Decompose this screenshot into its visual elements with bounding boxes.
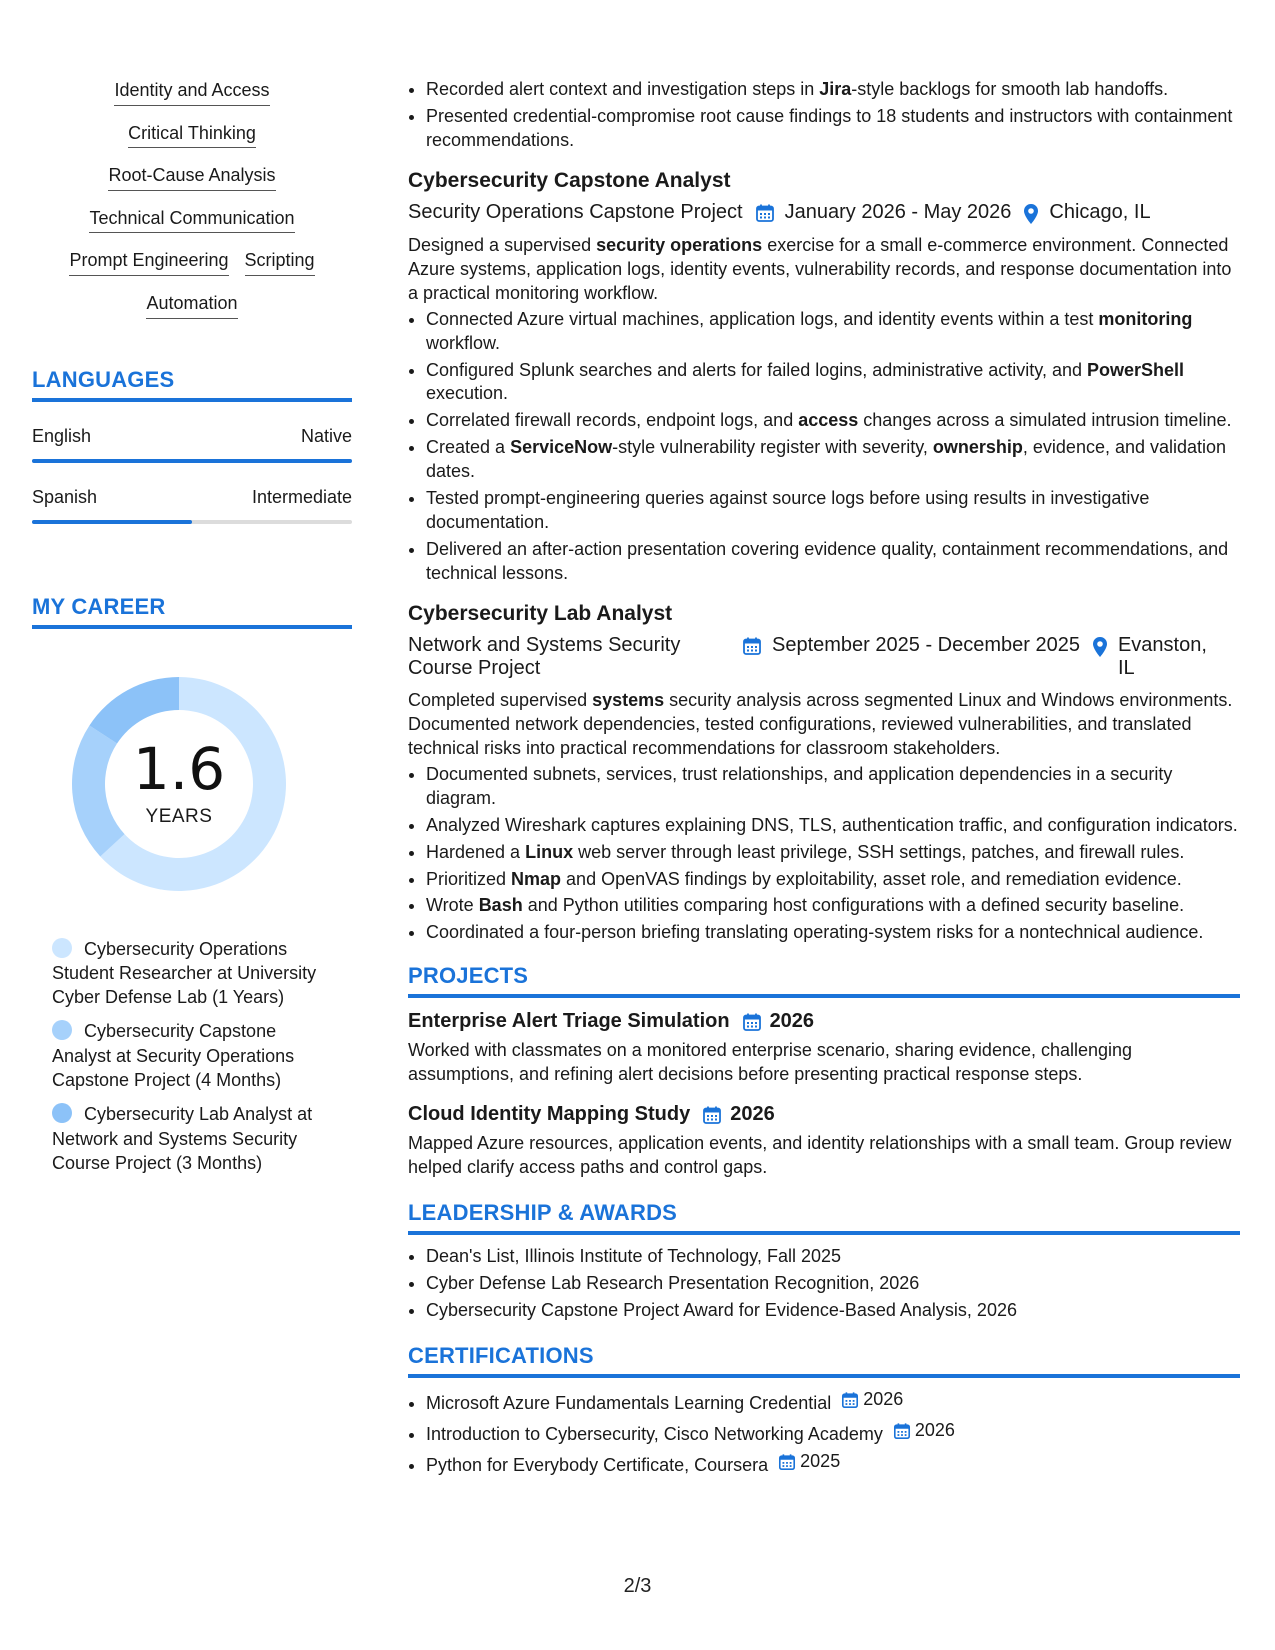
career-legend-label: Cybersecurity Capstone Analyst at Security Operations Capstone Project (4 Months) <box>52 1021 295 1091</box>
skill-tag: Identity and Access <box>114 80 269 106</box>
language-item <box>32 426 352 463</box>
certification-year: 2026 <box>914 1419 955 1440</box>
job-location: Evanston, IL <box>1117 633 1207 679</box>
language-bar <box>32 520 352 524</box>
project-name: Enterprise Alert Triage Simulation <box>408 1010 730 1033</box>
bullet-item: • Delivered an after-action presentation covering evidence quality, containment recommendations, and technical lessons. <box>426 538 1240 586</box>
awards-list <box>408 1245 1240 1323</box>
project-year: 2026 <box>769 1010 815 1033</box>
calendar-icon <box>742 636 762 656</box>
calendar-icon <box>841 1391 859 1409</box>
skill-row <box>32 250 352 276</box>
bullet-item: • Correlated firewall records, endpoint logs, and access changes across a simulated intrusion timeline. <box>426 409 1240 433</box>
career-legend-item <box>52 1102 332 1175</box>
language-level: Intermediate <box>251 486 352 507</box>
skills-list <box>32 80 352 319</box>
job-org: Security Operations Capstone Project <box>408 200 743 223</box>
award-item: • Cybersecurity Capstone Project Award for Evidence-Based Analysis, 2026 <box>426 1299 1240 1323</box>
language-bar-fill <box>32 459 352 463</box>
bullet-item: • Connected Azure virtual machines, application logs, and identity events within a test monitoring workflow. <box>426 308 1240 356</box>
language-bar <box>32 459 352 463</box>
legend-dot <box>52 1103 72 1123</box>
skill-tag: Prompt Engineering <box>69 250 228 276</box>
job-description: Designed a supervised security operations exercise for a small e-commerce environment. Connected Azure systems, application logs, identity events, vulnerability records, and response documentation into a practical monitoring workflow. <box>408 234 1232 303</box>
calendar-icon <box>778 1453 796 1471</box>
skill-tag: Scripting <box>245 250 315 276</box>
job-title: Cybersecurity Capstone Analyst <box>408 168 731 192</box>
project-description: Worked with classmates on a monitored enterprise scenario, sharing evidence, challenging assumptions, and refining alert decisions before presenting practical response steps. <box>408 1040 1133 1085</box>
project-name: Cloud Identity Mapping Study <box>408 1103 691 1126</box>
languages-heading: LANGUAGES <box>32 367 352 402</box>
career-legend-label: Cybersecurity Operations Student Researcher at University Cyber Defense Lab (1 Years) <box>52 938 317 1008</box>
awards-heading: LEADERSHIP & AWARDS <box>408 1200 1240 1235</box>
projects-heading: PROJECTS <box>408 963 1240 998</box>
project-entry <box>408 1010 1240 1087</box>
bullet-item: • Documented subnets, services, trust relationships, and application dependencies in a security diagram. <box>426 763 1240 811</box>
bullet-item: • Prioritized Nmap and OpenVAS findings by exploitability, asset role, and remediation evidence. <box>426 868 1240 892</box>
bullet-item: • Wrote Bash and Python utilities comparing host configurations with a defined security baseline. <box>426 894 1240 918</box>
legend-dot <box>52 938 72 958</box>
certification-item <box>426 1419 1240 1447</box>
job-description: Completed supervised systems security analysis across segmented Linux and Windows environments. Documented network dependencies, tested configurations, reviewed vulnerabilities, and translated technical risks into practical recommendations for classroom stakeholders. <box>408 689 1233 758</box>
calendar-icon <box>893 1422 911 1440</box>
skill-row <box>32 208 352 234</box>
skill-row <box>32 165 352 191</box>
language-name: English <box>32 425 92 446</box>
job-entry <box>408 602 1240 945</box>
language-level: Native <box>300 425 352 446</box>
award-item: • Cyber Defense Lab Research Presentation Recognition, 2026 <box>426 1272 1240 1296</box>
bullet-item: • Presented credential-compromise root cause findings to 18 students and instructors with containment recommendations. <box>426 105 1240 153</box>
bullet-item: • Recorded alert context and investigation steps in Jira-style backlogs for smooth lab handoffs. <box>426 78 1240 102</box>
calendar-icon <box>742 1012 762 1032</box>
main-content <box>408 78 1240 1481</box>
calendar-icon <box>702 1105 722 1125</box>
career-section <box>32 594 352 1176</box>
certification-name: Microsoft Azure Fundamentals Learning Credential <box>426 1392 832 1413</box>
career-heading: MY CAREER <box>32 594 352 629</box>
career-legend-item <box>52 937 332 1010</box>
project-entry <box>408 1103 1240 1180</box>
languages-section <box>32 367 352 524</box>
language-bar-fill <box>32 520 192 524</box>
certification-name: Python for Everybody Certificate, Coursera <box>426 1454 769 1475</box>
career-legend-label: Cybersecurity Lab Analyst at Network and Systems Security Course Project (3 Months) <box>52 1104 313 1173</box>
language-item <box>32 487 352 524</box>
certification-year: 2026 <box>863 1388 904 1409</box>
career-legend-item <box>52 1019 332 1092</box>
projects-list <box>408 1010 1240 1180</box>
job-dates: January 2026 - May 2026 <box>784 200 1012 223</box>
bullet-item: • Coordinated a four-person briefing translating operating-system risks for a nontechnical audience. <box>426 921 1240 945</box>
job-entry <box>408 169 1240 586</box>
job-meta <box>408 201 1240 225</box>
bullet-item: • Analyzed Wireshark captures explaining DNS, TLS, authentication traffic, and configuration indicators. <box>426 814 1240 838</box>
career-unit: YEARS <box>145 805 213 827</box>
career-total: 1.6 <box>132 734 226 803</box>
certification-item <box>426 1450 1240 1478</box>
legend-dot <box>52 1020 72 1040</box>
job-title: Cybersecurity Lab Analyst <box>408 601 673 625</box>
skill-tag: Automation <box>146 293 237 319</box>
certifications-heading: CERTIFICATIONS <box>408 1343 1240 1378</box>
career-donut-chart <box>64 669 294 899</box>
certification-name: Introduction to Cybersecurity, Cisco Networking Academy <box>426 1423 883 1444</box>
location-pin-icon <box>1092 636 1108 658</box>
language-name: Spanish <box>32 486 98 507</box>
job-dates: September 2025 - December 2025 <box>772 633 1080 656</box>
location-pin-icon <box>1023 203 1039 225</box>
certifications-list <box>408 1388 1240 1478</box>
skill-row <box>32 123 352 149</box>
job-location: Chicago, IL <box>1049 200 1151 223</box>
previous-job-bullets <box>408 78 1240 153</box>
job-bullets <box>408 308 1240 586</box>
bullet-item: • Configured Splunk searches and alerts for failed logins, administrative activity, and PowerShell execution. <box>426 359 1240 407</box>
jobs-list <box>408 169 1240 946</box>
skill-tag: Root-Cause Analysis <box>108 165 275 191</box>
job-org: Network and Systems Security Course Project <box>408 633 681 679</box>
bullet-item: • Tested prompt-engineering queries against source logs before using results in investigative documentation. <box>426 487 1240 535</box>
job-bullets <box>408 763 1240 946</box>
project-description: Mapped Azure resources, application events, and identity relationships with a small team. Group review helped clarify access paths and control gaps. <box>408 1133 1232 1178</box>
skill-row <box>32 293 352 319</box>
skill-tag: Technical Communication <box>89 208 294 234</box>
skill-tag: Critical Thinking <box>128 123 256 149</box>
bullet-item: • Created a ServiceNow-style vulnerability register with severity, ownership, evidence, and validation dates. <box>426 436 1240 484</box>
project-year: 2026 <box>730 1103 775 1126</box>
sidebar <box>32 80 352 1185</box>
certification-year: 2025 <box>800 1450 841 1471</box>
skill-row <box>32 80 352 106</box>
bullet-item: • Hardened a Linux web server through least privilege, SSH settings, patches, and firewall rules. <box>426 841 1240 865</box>
page-number: 2/3 <box>623 1575 652 1597</box>
job-meta <box>408 634 1240 680</box>
career-legend <box>52 937 332 1176</box>
certification-item <box>426 1388 1240 1416</box>
calendar-icon <box>755 203 775 223</box>
award-item: • Dean's List, Illinois Institute of Technology, Fall 2025 <box>426 1245 1240 1269</box>
